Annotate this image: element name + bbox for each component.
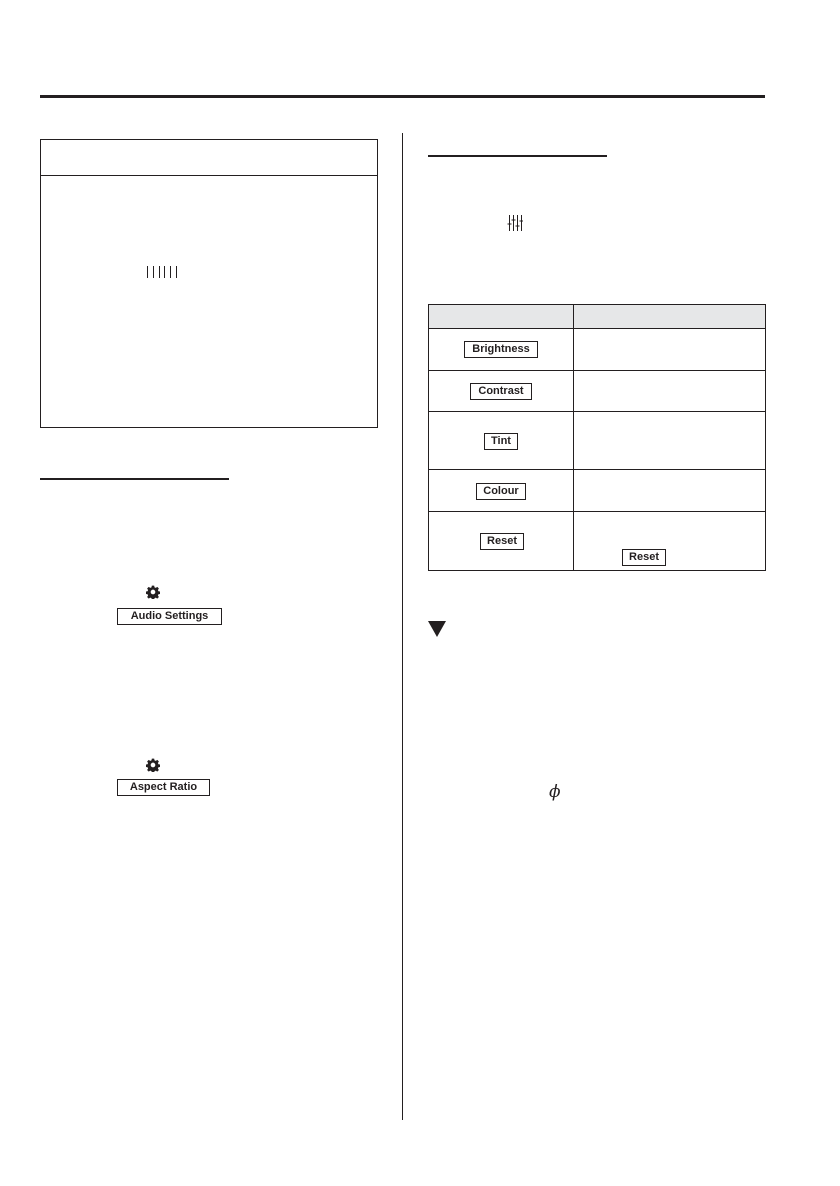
- down-triangle-icon: [428, 621, 446, 637]
- tint-button[interactable]: Tint: [484, 433, 518, 450]
- table-column-divider: [573, 305, 574, 570]
- picture-settings-table: [428, 304, 766, 571]
- gear-icon: [146, 585, 160, 599]
- table-row-divider: [429, 511, 765, 512]
- aspect-ratio-button[interactable]: Aspect Ratio: [117, 779, 210, 796]
- phi-icon: ϕ: [549, 782, 561, 802]
- reset-button[interactable]: Reset: [480, 533, 524, 550]
- table-row-divider: [429, 370, 765, 371]
- contrast-button[interactable]: Contrast: [470, 383, 532, 400]
- brightness-button[interactable]: Brightness: [464, 341, 538, 358]
- section-heading-rule: [40, 478, 229, 480]
- gear-icon: [146, 758, 160, 772]
- reset-button-inline[interactable]: Reset: [622, 549, 666, 566]
- section-heading-rule: [428, 155, 607, 157]
- ticks-icon: [147, 266, 177, 278]
- note-box-header: [41, 140, 377, 176]
- table-row-divider: [429, 469, 765, 470]
- equalizer-icon: [507, 215, 523, 231]
- column-divider: [402, 133, 403, 1120]
- table-header: [429, 305, 765, 329]
- audio-settings-button[interactable]: Audio Settings: [117, 608, 222, 625]
- colour-button[interactable]: Colour: [476, 483, 526, 500]
- note-box: [40, 139, 378, 428]
- table-row-divider: [429, 411, 765, 412]
- header-rule: [40, 95, 765, 98]
